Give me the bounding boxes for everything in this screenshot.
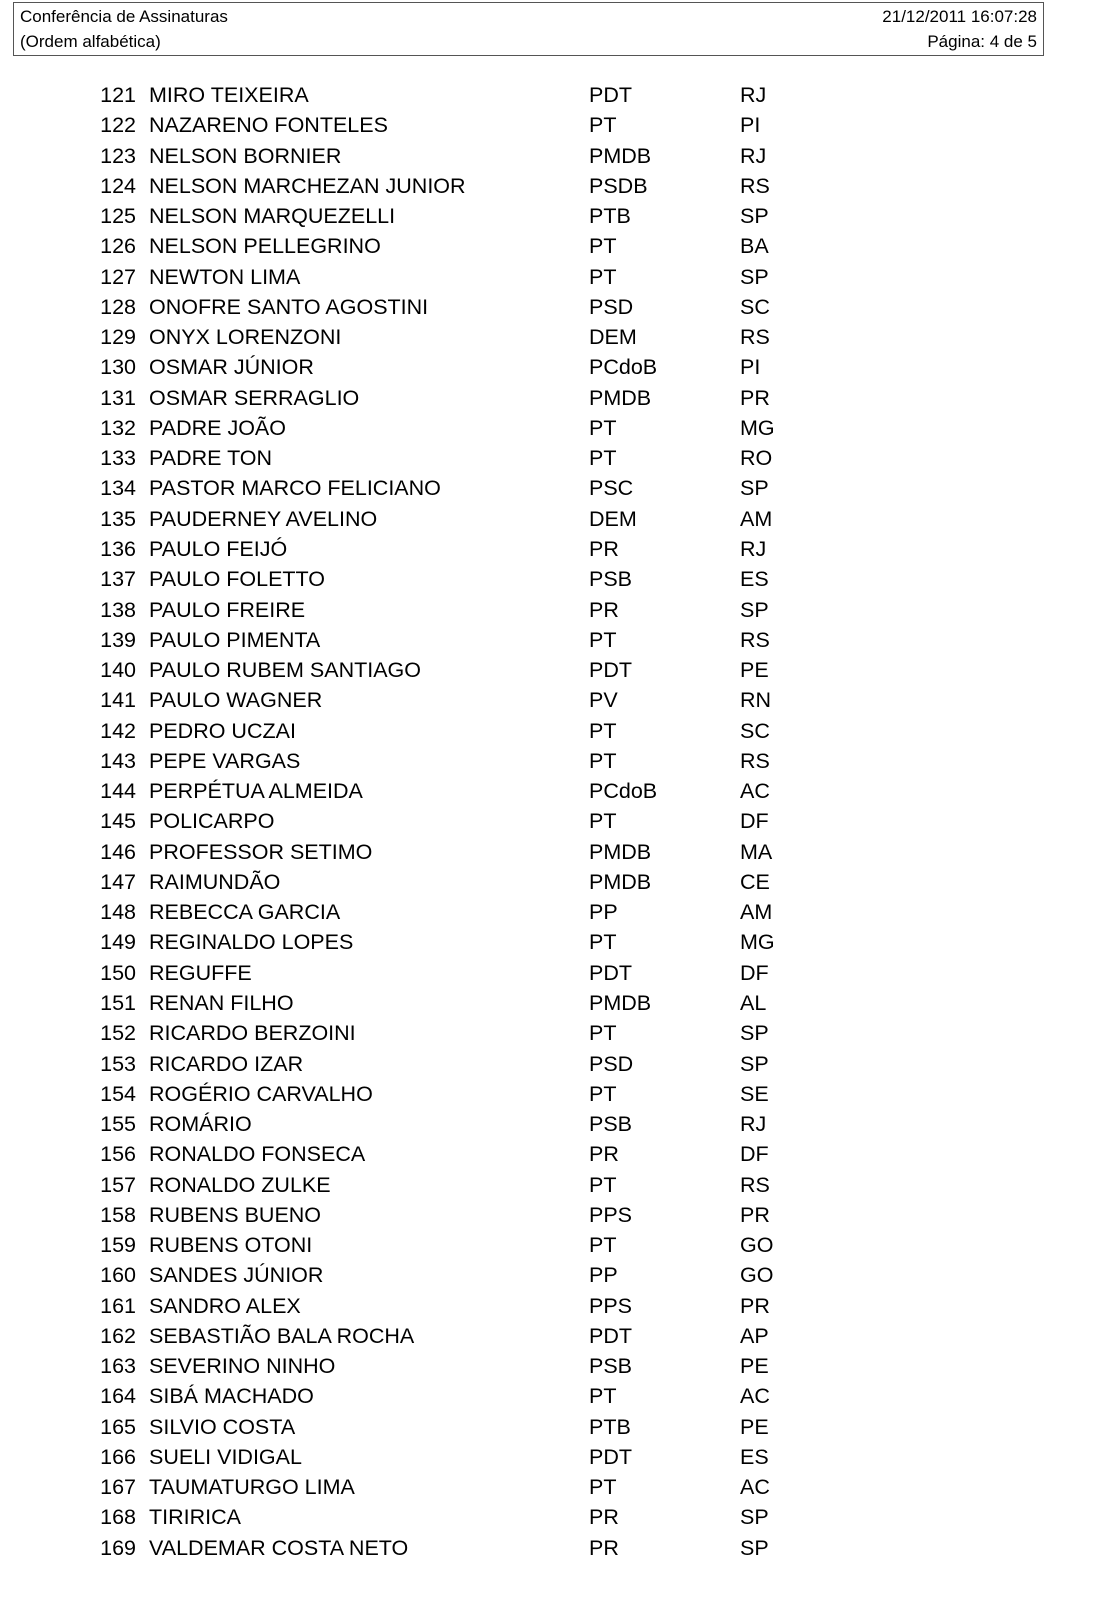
party-code: PT xyxy=(589,809,617,834)
list-item xyxy=(0,322,1094,352)
list-item xyxy=(0,837,1094,867)
deputy-name: PAULO RUBEM SANTIAGO xyxy=(149,658,421,683)
deputy-name: RENAN FILHO xyxy=(149,990,294,1015)
list-item xyxy=(0,1200,1094,1230)
state-code: AC xyxy=(740,1384,770,1409)
deputy-name: ROGÉRIO CARVALHO xyxy=(149,1081,373,1106)
list-item xyxy=(0,1291,1094,1321)
deputy-name: SANDRO ALEX xyxy=(149,1293,301,1318)
list-item xyxy=(0,746,1094,776)
report-datetime: 21/12/2011 16:07:28 xyxy=(882,7,1037,26)
list-item xyxy=(0,1321,1094,1351)
state-code: SP xyxy=(740,597,769,622)
row-number: 164 xyxy=(100,1384,136,1409)
state-code: PE xyxy=(740,658,769,683)
party-code: PR xyxy=(589,1142,619,1167)
row-number: 142 xyxy=(100,718,136,743)
deputy-name: NELSON MARCHEZAN JUNIOR xyxy=(149,173,466,198)
state-code: SP xyxy=(740,1051,769,1076)
state-code: PR xyxy=(740,385,770,410)
state-code: AP xyxy=(740,1323,769,1348)
list-item xyxy=(0,473,1094,503)
list-item xyxy=(0,564,1094,594)
row-number: 145 xyxy=(100,809,136,834)
list-item xyxy=(0,1139,1094,1169)
party-code: PT xyxy=(589,1233,617,1258)
list-item xyxy=(0,1018,1094,1048)
deputy-name: OSMAR SERRAGLIO xyxy=(149,385,360,410)
state-code: SE xyxy=(740,1081,769,1106)
party-code: PSD xyxy=(589,1051,634,1076)
list-item xyxy=(0,1049,1094,1079)
row-number: 154 xyxy=(100,1081,136,1106)
state-code: SC xyxy=(740,718,770,743)
state-code: RS xyxy=(740,1172,770,1197)
state-code: PE xyxy=(740,1354,769,1379)
deputy-name: NELSON BORNIER xyxy=(149,143,342,168)
party-code: PT xyxy=(589,930,617,955)
deputy-name: REGUFFE xyxy=(149,960,252,985)
state-code: MA xyxy=(740,839,773,864)
row-number: 161 xyxy=(100,1293,136,1318)
deputy-name: POLICARPO xyxy=(149,809,275,834)
deputy-name: TIRIRICA xyxy=(149,1505,241,1530)
deputy-name: SANDES JÚNIOR xyxy=(149,1263,324,1288)
page-indicator: Página: 4 de 5 xyxy=(927,32,1037,51)
party-code: PPS xyxy=(589,1293,633,1318)
row-number: 152 xyxy=(100,1021,136,1046)
list-item xyxy=(0,292,1094,322)
deputy-name: PEDRO UCZAI xyxy=(149,718,296,743)
deputy-name: SUELI VIDIGAL xyxy=(149,1444,302,1469)
row-number: 148 xyxy=(100,900,136,925)
state-code: SP xyxy=(740,1535,769,1560)
state-code: SP xyxy=(740,264,769,289)
row-number: 130 xyxy=(100,355,136,380)
list-item xyxy=(0,231,1094,261)
row-number: 159 xyxy=(100,1233,136,1258)
state-code: CE xyxy=(740,869,770,894)
state-code: SP xyxy=(740,476,769,501)
party-code: DEM xyxy=(589,325,637,350)
row-number: 123 xyxy=(100,143,136,168)
party-code: PT xyxy=(589,1384,617,1409)
row-number: 169 xyxy=(100,1535,136,1560)
deputy-name: PEPE VARGAS xyxy=(149,748,301,773)
state-code: SC xyxy=(740,294,770,319)
row-number: 124 xyxy=(100,173,136,198)
party-code: PR xyxy=(589,597,619,622)
row-number: 144 xyxy=(100,779,136,804)
party-code: PDT xyxy=(589,960,632,985)
deputy-name: RONALDO FONSECA xyxy=(149,1142,366,1167)
row-number: 146 xyxy=(100,839,136,864)
deputy-name: PADRE JOÃO xyxy=(149,415,286,440)
row-number: 138 xyxy=(100,597,136,622)
row-number: 155 xyxy=(100,1112,136,1137)
row-number: 127 xyxy=(100,264,136,289)
party-code: PSDB xyxy=(589,173,648,198)
party-code: PMDB xyxy=(589,839,652,864)
state-code: SP xyxy=(740,1505,769,1530)
state-code: ES xyxy=(740,567,769,592)
row-number: 140 xyxy=(100,658,136,683)
list-item xyxy=(0,110,1094,140)
deputy-name: REGINALDO LOPES xyxy=(149,930,354,955)
deputy-name: PAULO PIMENTA xyxy=(149,627,321,652)
row-number: 135 xyxy=(100,506,136,531)
state-code: DF xyxy=(740,1142,769,1167)
deputy-name: SEBASTIÃO BALA ROCHA xyxy=(149,1323,415,1348)
row-number: 125 xyxy=(100,204,136,229)
state-code: SP xyxy=(740,204,769,229)
row-number: 143 xyxy=(100,748,136,773)
row-number: 147 xyxy=(100,869,136,894)
party-code: PCdoB xyxy=(589,355,658,380)
party-code: PT xyxy=(589,113,617,138)
deputy-name: RICARDO IZAR xyxy=(149,1051,304,1076)
row-number: 122 xyxy=(100,113,136,138)
state-code: SP xyxy=(740,1021,769,1046)
row-number: 121 xyxy=(100,83,136,107)
deputy-name: RUBENS BUENO xyxy=(149,1202,322,1227)
row-number: 165 xyxy=(100,1414,136,1439)
row-number: 129 xyxy=(100,325,136,350)
list-item xyxy=(0,534,1094,564)
state-code: BA xyxy=(740,234,769,259)
party-code: PT xyxy=(589,718,617,743)
state-code: AC xyxy=(740,779,770,804)
list-item xyxy=(0,383,1094,413)
deputy-name: SILVIO COSTA xyxy=(149,1414,296,1439)
list-item xyxy=(0,716,1094,746)
list-item xyxy=(0,1533,1094,1563)
list-item xyxy=(0,958,1094,988)
state-code: AL xyxy=(740,990,767,1015)
row-number: 156 xyxy=(100,1142,136,1167)
row-number: 160 xyxy=(100,1263,136,1288)
deputy-name: MIRO TEIXEIRA xyxy=(149,83,309,107)
state-code: MG xyxy=(740,415,775,440)
state-code: RN xyxy=(740,688,772,713)
party-code: PMDB xyxy=(589,869,652,894)
page-header xyxy=(13,2,1044,56)
list-item xyxy=(0,1412,1094,1442)
party-code: PDT xyxy=(589,83,632,107)
party-code: PT xyxy=(589,627,617,652)
signature-list xyxy=(0,80,1094,1563)
row-number: 137 xyxy=(100,567,136,592)
state-code: RS xyxy=(740,325,770,350)
deputy-name: REBECCA GARCIA xyxy=(149,900,341,925)
list-item xyxy=(0,685,1094,715)
list-item xyxy=(0,80,1094,110)
party-code: DEM xyxy=(589,506,637,531)
deputy-name: PAULO FEIJÓ xyxy=(149,536,288,561)
state-code: AM xyxy=(740,900,773,925)
party-code: PSC xyxy=(589,476,634,501)
row-number: 153 xyxy=(100,1051,136,1076)
party-code: PSB xyxy=(589,1354,633,1379)
deputy-name: PERPÉTUA ALMEIDA xyxy=(149,779,363,804)
row-number: 141 xyxy=(100,688,136,713)
party-code: PT xyxy=(589,748,617,773)
list-item xyxy=(0,201,1094,231)
row-number: 134 xyxy=(100,476,136,501)
row-number: 158 xyxy=(100,1202,136,1227)
state-code: GO xyxy=(740,1263,774,1288)
row-number: 162 xyxy=(100,1323,136,1348)
list-item xyxy=(0,171,1094,201)
state-code: RJ xyxy=(740,536,767,561)
list-item xyxy=(0,1381,1094,1411)
row-number: 139 xyxy=(100,627,136,652)
deputy-name: RUBENS OTONI xyxy=(149,1233,313,1258)
list-item xyxy=(0,867,1094,897)
party-code: PT xyxy=(589,1021,617,1046)
list-item xyxy=(0,897,1094,927)
deputy-name: NELSON MARQUEZELLI xyxy=(149,204,396,229)
list-item xyxy=(0,625,1094,655)
deputy-name: RONALDO ZULKE xyxy=(149,1172,331,1197)
row-number: 151 xyxy=(100,990,136,1015)
party-code: PT xyxy=(589,415,617,440)
party-code: PT xyxy=(589,264,617,289)
party-code: PP xyxy=(589,900,618,925)
deputy-name: RAIMUNDÃO xyxy=(149,869,281,894)
list-item xyxy=(0,352,1094,382)
state-code: DF xyxy=(740,960,769,985)
party-code: PR xyxy=(589,1505,619,1530)
deputy-name: PAULO WAGNER xyxy=(149,688,323,713)
deputy-name: PAULO FREIRE xyxy=(149,597,306,622)
row-number: 157 xyxy=(100,1172,136,1197)
party-code: PT xyxy=(589,1172,617,1197)
deputy-name: NAZARENO FONTELES xyxy=(149,113,388,138)
party-code: PSB xyxy=(589,1112,633,1137)
deputy-name: ONYX LORENZONI xyxy=(149,325,342,350)
list-item xyxy=(0,927,1094,957)
state-code: GO xyxy=(740,1233,774,1258)
party-code: PMDB xyxy=(589,385,652,410)
row-number: 167 xyxy=(100,1475,136,1500)
party-code: PT xyxy=(589,234,617,259)
row-number: 126 xyxy=(100,234,136,259)
list-item xyxy=(0,776,1094,806)
row-number: 163 xyxy=(100,1354,136,1379)
deputy-name: PROFESSOR SETIMO xyxy=(149,839,373,864)
list-item xyxy=(0,1230,1094,1260)
list-item xyxy=(0,1442,1094,1472)
party-code: PMDB xyxy=(589,143,652,168)
state-code: RS xyxy=(740,627,770,652)
deputy-name: RICARDO BERZOINI xyxy=(149,1021,356,1046)
state-code: PR xyxy=(740,1202,770,1227)
party-code: PR xyxy=(589,536,619,561)
list-item xyxy=(0,443,1094,473)
party-code: PCdoB xyxy=(589,779,658,804)
state-code: PR xyxy=(740,1293,770,1318)
state-code: AC xyxy=(740,1475,770,1500)
party-code: PTB xyxy=(589,1414,631,1439)
party-code: PR xyxy=(589,1535,619,1560)
party-code: PP xyxy=(589,1263,618,1288)
list-item xyxy=(0,1109,1094,1139)
report-subtitle: (Ordem alfabética) xyxy=(20,32,161,51)
row-number: 168 xyxy=(100,1505,136,1530)
deputy-name: ONOFRE SANTO AGOSTINI xyxy=(149,294,429,319)
list-item xyxy=(0,504,1094,534)
row-number: 133 xyxy=(100,446,136,471)
party-code: PPS xyxy=(589,1202,633,1227)
list-item xyxy=(0,595,1094,625)
list-item xyxy=(0,655,1094,685)
list-item xyxy=(0,806,1094,836)
party-code: PTB xyxy=(589,204,631,229)
row-number: 128 xyxy=(100,294,136,319)
state-code: PI xyxy=(740,113,761,138)
state-code: RS xyxy=(740,173,770,198)
state-code: DF xyxy=(740,809,769,834)
deputy-name: VALDEMAR COSTA NETO xyxy=(149,1535,409,1560)
row-number: 149 xyxy=(100,930,136,955)
party-code: PSB xyxy=(589,567,633,592)
deputy-name: NEWTON LIMA xyxy=(149,264,301,289)
party-code: PT xyxy=(589,446,617,471)
deputy-name: PAULO FOLETTO xyxy=(149,567,326,592)
party-code: PMDB xyxy=(589,990,652,1015)
list-item xyxy=(0,413,1094,443)
list-item xyxy=(0,1170,1094,1200)
deputy-name: PAUDERNEY AVELINO xyxy=(149,506,378,531)
party-code: PDT xyxy=(589,1444,632,1469)
state-code: RJ xyxy=(740,143,767,168)
deputy-name: TAUMATURGO LIMA xyxy=(149,1475,355,1500)
state-code: RJ xyxy=(740,1112,767,1137)
list-item xyxy=(0,1260,1094,1290)
party-code: PSD xyxy=(589,294,634,319)
state-code: RS xyxy=(740,748,770,773)
report-title: Conferência de Assinaturas xyxy=(20,7,228,26)
state-code: RJ xyxy=(740,83,767,107)
state-code: RO xyxy=(740,446,773,471)
state-code: PE xyxy=(740,1414,769,1439)
list-item xyxy=(0,1079,1094,1109)
deputy-name: SEVERINO NINHO xyxy=(149,1354,336,1379)
row-number: 166 xyxy=(100,1444,136,1469)
state-code: AM xyxy=(740,506,773,531)
list-item xyxy=(0,1472,1094,1502)
row-number: 136 xyxy=(100,536,136,561)
party-code: PT xyxy=(589,1081,617,1106)
row-number: 131 xyxy=(100,385,136,410)
list-item xyxy=(0,988,1094,1018)
party-code: PT xyxy=(589,1475,617,1500)
row-number: 150 xyxy=(100,960,136,985)
party-code: PV xyxy=(589,688,618,713)
party-code: PDT xyxy=(589,658,632,683)
list-item xyxy=(0,262,1094,292)
deputy-name: SIBÁ MACHADO xyxy=(149,1384,314,1409)
list-item xyxy=(0,1502,1094,1532)
state-code: PI xyxy=(740,355,761,380)
party-code: PDT xyxy=(589,1323,632,1348)
deputy-name: OSMAR JÚNIOR xyxy=(149,355,314,380)
deputy-name: PASTOR MARCO FELICIANO xyxy=(149,476,441,501)
list-item xyxy=(0,141,1094,171)
deputy-name: ROMÁRIO xyxy=(149,1112,252,1137)
list-item xyxy=(0,1351,1094,1381)
deputy-name: PADRE TON xyxy=(149,446,273,471)
row-number: 132 xyxy=(100,415,136,440)
deputy-name: NELSON PELLEGRINO xyxy=(149,234,381,259)
state-code: ES xyxy=(740,1444,769,1469)
state-code: MG xyxy=(740,930,775,955)
